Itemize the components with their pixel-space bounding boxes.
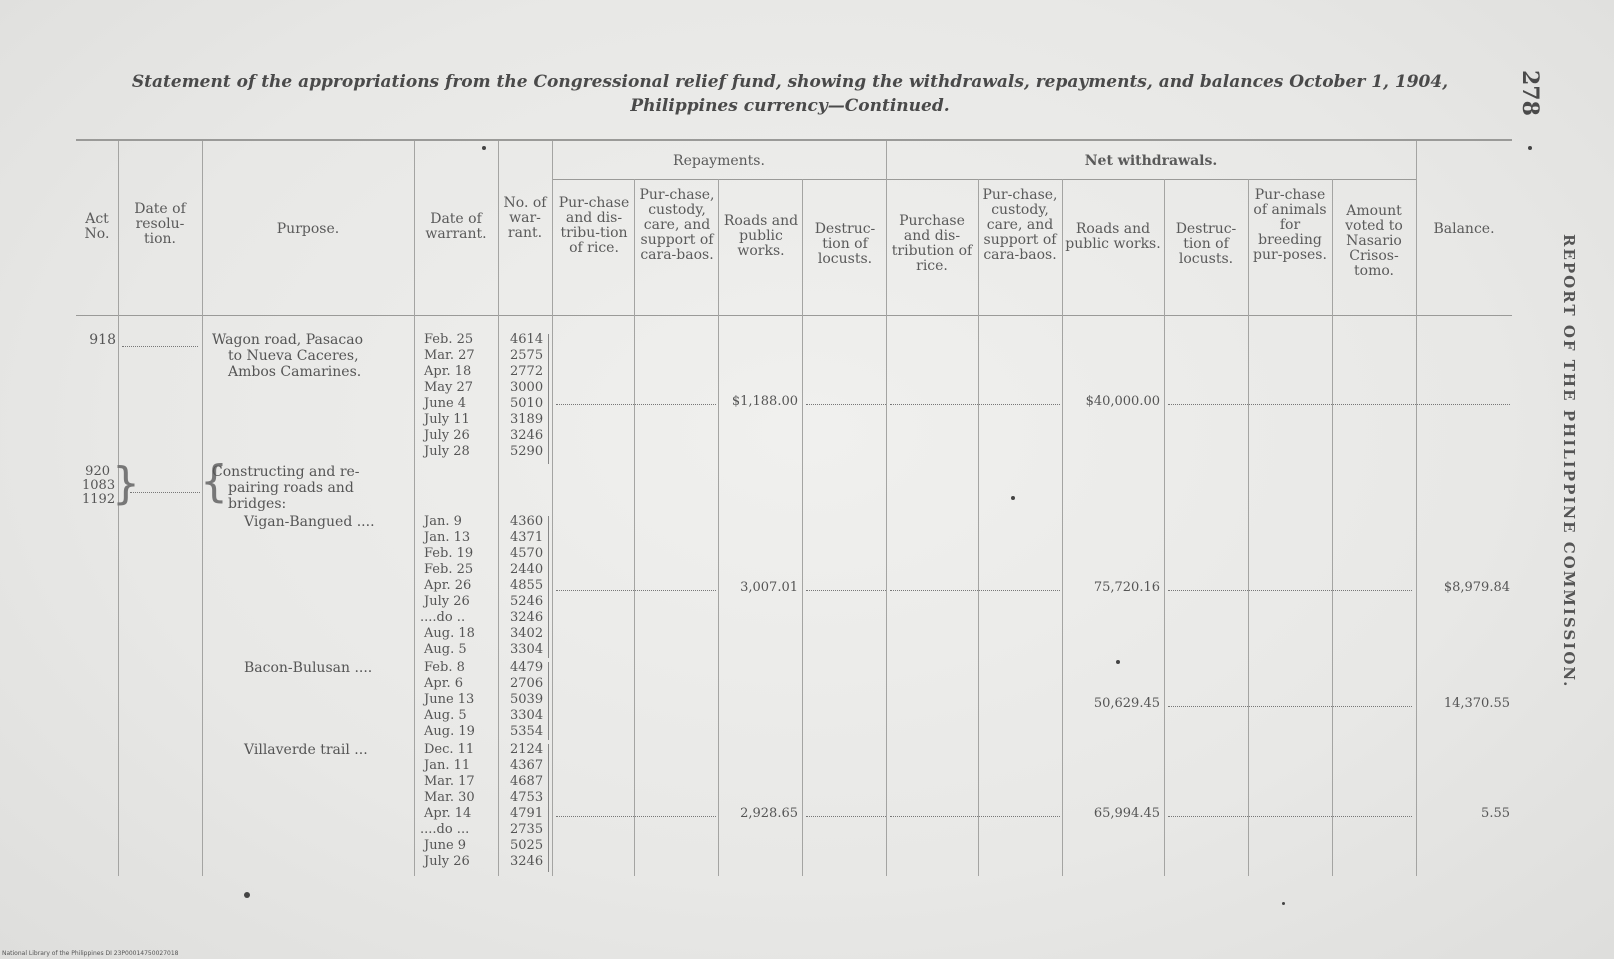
warrant-date: Mar. 30 — [424, 790, 475, 805]
header-rep-roads: Roads and public works. — [723, 213, 799, 259]
warrant-number: 4360 — [510, 514, 544, 529]
warrant-number: 4570 — [510, 546, 544, 561]
repay-roads-amount: 3,007.01 — [740, 580, 798, 595]
warrant-number: 2124 — [510, 742, 544, 757]
balance-amount: 14,370.55 — [1443, 696, 1510, 711]
sub-purpose: Villaverde trail ... — [244, 742, 368, 758]
col-rule — [1332, 179, 1333, 876]
ink-speck — [1011, 496, 1015, 500]
col-rule — [498, 141, 499, 876]
header-date-of-warrant: Date of warrant. — [425, 211, 487, 242]
ink-speck — [482, 146, 486, 150]
warrant-number: 5246 — [510, 594, 544, 609]
leader-dots — [806, 404, 886, 405]
warrant-number: 3246 — [510, 854, 544, 869]
net-roads-amount: $40,000.00 — [1085, 394, 1160, 409]
warrant-date: Apr. 26 — [424, 578, 472, 593]
col-rule — [634, 179, 635, 876]
act-number: 1192 — [82, 492, 116, 507]
warrant-number: 4371 — [510, 530, 544, 545]
warrant-number: 3402 — [510, 626, 544, 641]
sub-purpose: Vigan-Bangued .... — [244, 514, 375, 530]
header-net-crisostomo: Amount voted to Nasario Crisos-tomo. — [1345, 203, 1403, 279]
header-rep-locusts: Destruc-tion of locusts. — [814, 221, 876, 267]
warrant-number: 2772 — [510, 364, 544, 379]
warrant-date: Aug. 5 — [424, 708, 467, 723]
warrant-date: June 13 — [424, 692, 475, 707]
leader-dots — [1168, 706, 1412, 707]
warrant-date: Apr. 6 — [424, 676, 464, 691]
warrant-number: 3246 — [510, 428, 544, 443]
purpose-line: to Nueva Caceres, — [228, 348, 359, 364]
purpose-group-brace: { — [200, 456, 228, 507]
ink-speck — [244, 892, 250, 898]
sub-purpose: Bacon-Bulusan .... — [244, 660, 373, 676]
warrant-number: 3000 — [510, 380, 544, 395]
warrant-number: 2575 — [510, 348, 544, 363]
col-rule — [1062, 179, 1063, 876]
header-net-rice: Purchase and dis-tribution of rice. — [891, 213, 973, 274]
header-net-locusts: Destruc-tion of locusts. — [1175, 221, 1237, 267]
act-group-brace: } — [112, 458, 140, 509]
act-number: 1083 — [82, 478, 116, 493]
running-head: REPORT OF THE PHILIPPINE COMMISSION. — [1560, 234, 1578, 689]
warrant-number: 5039 — [510, 692, 544, 707]
warrant-date: Aug. 19 — [424, 724, 475, 739]
header-balance: Balance. — [1433, 221, 1495, 237]
leader-dots — [556, 590, 716, 591]
warrant-number: 3189 — [510, 412, 544, 427]
warrant-date: Apr. 14 — [424, 806, 472, 821]
warrant-number: 4753 — [510, 790, 544, 805]
warrant-date: Dec. 11 — [424, 742, 475, 757]
warrant-number: 4614 — [510, 332, 544, 347]
leader-dots — [1168, 590, 1412, 591]
warrant-number: 3304 — [510, 708, 544, 723]
leader-dots — [122, 346, 198, 347]
warrant-number: 5290 — [510, 444, 544, 459]
net-roads-amount: 50,629.45 — [1093, 696, 1160, 711]
leader-dots — [556, 816, 716, 817]
repay-roads-amount: 2,928.65 — [740, 806, 798, 821]
leader-dots — [890, 404, 1060, 405]
warrant-date: July 26 — [424, 594, 470, 609]
purpose-line: Constructing and re- — [212, 464, 360, 480]
header-net-animals: Pur-chase of animals for breeding pur-poses. — [1253, 187, 1327, 263]
warrant-date: Feb. 19 — [424, 546, 474, 561]
warrant-date: Jan. 9 — [424, 514, 462, 529]
purpose-line: pairing roads and — [228, 480, 354, 496]
warrant-bracket — [548, 744, 549, 872]
warrant-bracket — [548, 516, 549, 658]
warrant-date: Jan. 13 — [424, 530, 471, 545]
leader-dots — [556, 404, 716, 405]
warrant-date: Jan. 11 — [424, 758, 471, 773]
ink-speck — [1528, 146, 1532, 150]
title-line-1: Statement of the appropriations from the Congressional relief fund, showing the withdrawals, repayments, and balances October 1, 1904, — [131, 72, 1449, 92]
warrant-date: Feb. 25 — [424, 562, 474, 577]
warrant-date: Apr. 18 — [424, 364, 472, 379]
warrant-number: 4479 — [510, 660, 544, 675]
table-title — [70, 70, 1510, 118]
warrant-date: Mar. 17 — [424, 774, 475, 789]
leader-dots — [130, 492, 200, 493]
purpose-line: bridges: — [228, 496, 287, 512]
group-header-rule — [552, 179, 1416, 180]
warrant-date: June 4 — [424, 396, 467, 411]
header-no-of-warrant: No. of war-rant. — [503, 195, 547, 241]
header-rep-carabaos: Pur-chase, custody, care, and support of cara-baos. — [639, 187, 715, 263]
warrant-date: July 26 — [424, 428, 470, 443]
col-rule — [202, 141, 203, 876]
warrant-number: 2706 — [510, 676, 544, 691]
scan-footer: National Library of the Philippines DI 23P00014750027018 — [2, 950, 179, 957]
warrant-bracket — [548, 662, 549, 740]
header-net-carabaos: Pur-chase, custody, care, and support of cara-baos. — [982, 187, 1058, 263]
warrant-date: ....do ... — [420, 822, 470, 837]
header-act-no: Act No. — [84, 211, 110, 242]
header-net-withdrawals: Net withdrawals. — [1084, 153, 1218, 169]
warrant-date: July 11 — [424, 412, 470, 427]
ink-speck — [1116, 660, 1120, 664]
col-rule — [802, 179, 803, 876]
leader-dots — [806, 816, 886, 817]
warrant-number: 4855 — [510, 578, 544, 593]
header-net-roads: Roads and public works. — [1065, 221, 1161, 252]
warrant-date: July 26 — [424, 854, 470, 869]
warrant-date: Aug. 18 — [424, 626, 475, 641]
act-number: 918 — [89, 332, 116, 348]
repay-roads-amount: $1,188.00 — [731, 394, 798, 409]
table-top-rule — [76, 139, 1512, 141]
header-rep-rice: Pur-chase and dis-tribu-tion of rice. — [558, 195, 630, 256]
purpose-line: Wagon road, Pasacao — [212, 332, 363, 348]
balance-amount: $8,979.84 — [1443, 580, 1510, 595]
col-rule — [718, 179, 719, 876]
col-rule — [552, 141, 553, 876]
warrant-number: 2735 — [510, 822, 544, 837]
col-rule — [886, 141, 887, 876]
warrant-number: 4687 — [510, 774, 544, 789]
col-rule — [414, 141, 415, 876]
ink-speck — [1282, 902, 1285, 905]
warrant-number: 2440 — [510, 562, 544, 577]
warrant-date: Feb. 8 — [424, 660, 465, 675]
header-bottom-rule — [76, 315, 1512, 316]
leader-dots — [1168, 816, 1412, 817]
col-rule — [978, 179, 979, 876]
warrant-date: June 9 — [424, 838, 467, 853]
warrant-number: 5025 — [510, 838, 544, 853]
warrant-number: 3304 — [510, 642, 544, 657]
net-roads-amount: 75,720.16 — [1093, 580, 1160, 595]
warrant-date: ....do .. — [420, 610, 466, 625]
warrant-number: 3246 — [510, 610, 544, 625]
leader-dots — [890, 816, 1060, 817]
page-number: 278 — [1517, 70, 1543, 116]
warrant-number: 4791 — [510, 806, 544, 821]
col-rule — [1416, 141, 1417, 876]
warrant-bracket — [548, 334, 549, 464]
warrant-date: May 27 — [424, 380, 474, 395]
header-repayments: Repayments. — [673, 153, 765, 169]
balance-amount: 5.55 — [1481, 806, 1510, 821]
purpose-line: Ambos Camarines. — [228, 364, 362, 380]
warrant-date: Aug. 5 — [424, 642, 467, 657]
leader-dots — [890, 590, 1060, 591]
warrant-number: 5354 — [510, 724, 544, 739]
leader-dots — [806, 590, 886, 591]
warrant-number: 5010 — [510, 396, 544, 411]
col-rule — [1248, 179, 1249, 876]
net-roads-amount: 65,994.45 — [1093, 806, 1160, 821]
act-number: 920 — [85, 464, 110, 479]
warrant-number: 4367 — [510, 758, 544, 773]
warrant-date: Feb. 25 — [424, 332, 474, 347]
header-purpose: Purpose. — [276, 221, 340, 237]
leader-dots — [1168, 404, 1510, 405]
warrant-date: Mar. 27 — [424, 348, 475, 363]
title-line-2: Philippines currency—Continued. — [630, 96, 950, 116]
header-date-of-resolution: Date of resolu-tion. — [134, 201, 186, 247]
col-rule — [1164, 179, 1165, 876]
warrant-date: July 28 — [424, 444, 470, 459]
